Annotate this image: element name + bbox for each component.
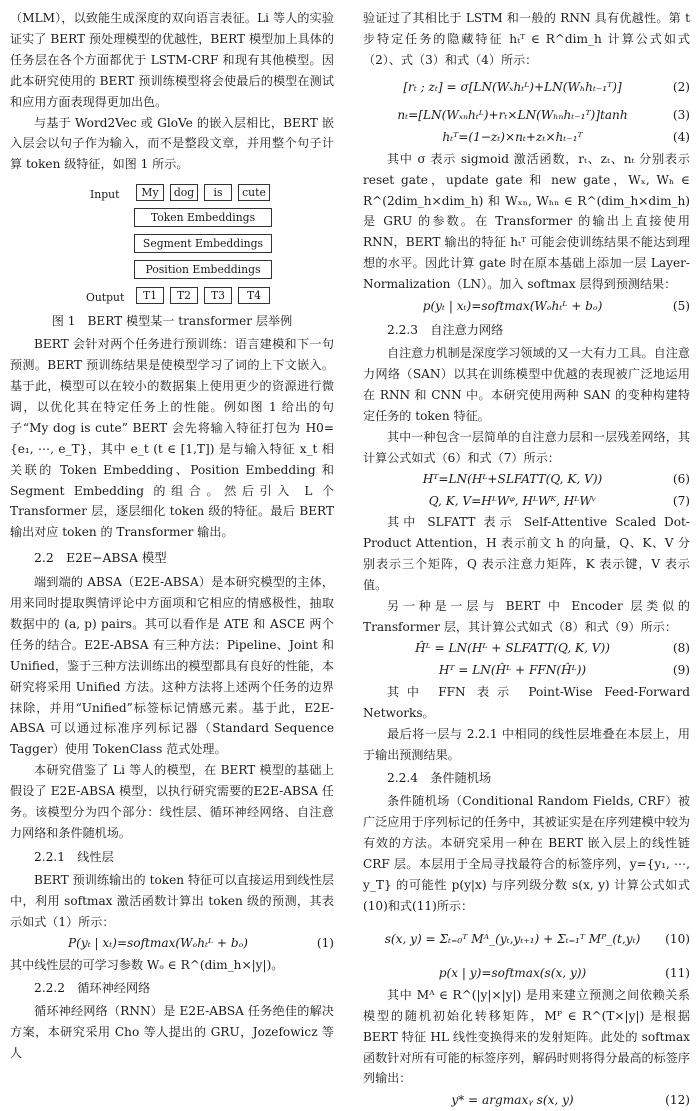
output-token: T3 (204, 287, 232, 304)
equation-8 (363, 638, 690, 660)
equation-body: Hᵀ = LN(Ĥᴸ + FFN(Ĥᴸ)) (438, 663, 587, 678)
input-token: is (204, 184, 232, 201)
equation-body: p(yₜ | xₜ)=softmax(Wₒhₜᴸ + bₒ) (422, 298, 603, 313)
paragraph: 其中 FFN 表示 Point-Wise Feed-Forward Networks。 (363, 684, 690, 720)
equation-number: (11) (665, 966, 690, 981)
equation-2 (363, 71, 690, 105)
paragraph: 与基于 Word2Vec 或 GloVe 的嵌入层相比，BERT 嵌入层会以句子作为输入，而不是整段文章，并用整个句子计算 token 级特征，如图 1 所示。 (10, 115, 334, 172)
section-heading: 2.2 E2E−ABSA 模型 (34, 550, 167, 566)
equation-number: (7) (672, 493, 690, 508)
input-token: My (136, 184, 164, 201)
paragraph: 其中 σ 表示 sigmoid 激活函数，rₜ、zₜ、nₜ 分别表示 reset gate，update gate 和 new gate，Wₓ, Wₕ ∈ R^(2dim_h×dim_h) 和 Wₓₙ, Wₕₙ ∈ R^(dim_h×dim_h) 是 GRU 的参数。在 Transformer 的输出上直接使用 RNN，BERT 输出的特征 hₜᵀ 可能会使训练结果不能达到理想的水平。因此计算 gate 时在原本基础上添加一层 Layer-Normalization（LN）。加入 softmax 层得到预测结果： (363, 151, 690, 292)
subsection-heading: 2.2.4 条件随机场 (387, 771, 492, 786)
equation-7 (363, 490, 690, 512)
paragraph: 自注意力机制是深度学习领域的又一大有力工具。自注意力网络（SAN）以其在训练模型中优越的表现被广泛地运用在 RNN 和 CNN 中。本研究使用两种 SAN 的变种构建特定任务的 token 特征。 (363, 345, 690, 423)
paragraph: 其中一种包含一层简单的自注意力层和一层残差网络，其计算公式如式（6）和式（7）所示： (363, 429, 690, 465)
equation-body: nₜ=[LN(Wₓₙhₜᴸ)+rₜ×LN(Wₕₙhₜ₋₁ᵀ)]tanh (397, 108, 628, 123)
equation-body: Ĥᴸ = LN(Hᴸ + SLFATT(Q, K, V)) (415, 641, 610, 656)
embedding-box: Token Embeddings (134, 208, 272, 227)
paragraph: 本研究借鉴了 Li 等人的模型，在 BERT 模型的基础上假设了 E2E-ABSA 模型，以执行研究需要的E2E-ABSA 任务。该模型分为四个部分：线性层、循环神经网络、自注意力网络和条件随机场。 (10, 763, 334, 840)
output-label: Output (86, 291, 125, 305)
equation-number: (3) (672, 108, 690, 123)
equation-12 (363, 1089, 690, 1111)
equation-11 (363, 963, 690, 985)
paragraph: 其中 Mᴬ ∈ R^(|y|×|y|) 是用来建立预测之间依赖关系模型的随机初始化转移矩阵，Mᴾ ∈ R^(T×|y|) 是根据 BERT 特征 HL 线性变换得来的发射矩阵。此处的 softmax 函数针对所有可能的标签序列，解码时则将得分最高的标签序列输出： (363, 987, 690, 1086)
right-column (363, 8, 690, 1111)
equation-number: (2) (672, 80, 690, 95)
equation-number: (10) (665, 932, 690, 947)
embedding-box: Position Embeddings (134, 260, 272, 279)
equation-10 (363, 917, 690, 963)
subsection-heading: 2.2.3 自注意力网络 (387, 323, 504, 338)
paragraph: 其中线性层的可学习参数 Wₒ ∈ R^(dim_h×|y|)。 (10, 957, 284, 972)
figure-1 (10, 179, 334, 309)
paragraph: BERT 预训练输出的 token 特征可以直接运用到线性层中，利用 softmax 激活函数计算出 token 级的预测，其表示如式（1）所示： (10, 872, 334, 929)
paragraph: BERT 会针对两个任务进行预训练：语言建模和下一句预测。BERT 预训练结果是使模型学习了词的上下文嵌入。基于此，模型可以在较小的数据集上使用更少的资源进行微调，以优化其在特定任务上的性能。例如图 1 给出的句子“My dog is cute” BERT 会先将输入特征打包为 H0={e₁, ⋯, e_T}，其中 e_t (t ∈ [1,T]) 是与输入特征 x_t 相关联的 Token Embedding、Position Embedding 和 Segment Embedding 的组合。然后引入 L 个 Transformer 层，逐层细化 token 级的特征。最后 BERT 输出对应 token 的 Transformer 输出。 (10, 337, 334, 540)
equation-body: hₜᵀ=(1−zₜ)×nₜ+zₜ×hₜ₋₁ᵀ (442, 130, 583, 145)
equation-4 (363, 127, 690, 149)
input-label: Input (90, 188, 120, 202)
equation-body: y* = argmaxᵧ s(x, y) (451, 1092, 574, 1107)
equation-number: (12) (665, 1092, 690, 1107)
equation-number: (6) (672, 471, 690, 486)
paragraph: 其中 SLFATT 表示 Self-Attentive Scaled Dot-Product Attention，H 表示前文 h 的向量，Q、K、V 分别表示三个矩阵，Q 表示注意力矩阵，K 表示键，V 表示值。 (363, 515, 690, 593)
left-column (10, 8, 334, 1064)
paragraph: 端到端的 ABSA（E2E-ABSA）是本研究模型的主体，用来同时提取舆情评论中方面项和它相应的情感极性，抽取数据中的 (a, p) pairs。其可以看作是 ATE 和 ASCE 两个任务的结合。E2E-ABSA 有三种方法：Pipeline、Joint 和 Unified，鉴于三种方法训练出的模型都具有良好的性能，本研究将采用 Unified 方法。这种方法将上述两个任务的边界抹除，并用“Unified”标签标记情感元素。基于此，E2E-ABSA 可以通过标准序列标记器（Standard Sequence Tagger）使用 TokenClass 范式处理。 (10, 575, 334, 757)
figure-caption: 图 1 BERT 模型某一 transformer 层举例 (51, 314, 293, 329)
output-token: T4 (238, 287, 270, 304)
paragraph: 循环神经网络（RNN）是 E2E-ABSA 任务绝佳的解决方案，本研究采用 Cho 等人提出的 GRU，Jozefowicz 等人 (10, 1004, 334, 1061)
equation-3 (363, 105, 690, 127)
equation-body: P(yₜ | xₜ)=softmax(Wₒhₜᴸ + bₒ) (68, 936, 248, 951)
equation-body: p(x | y)=softmax(s(x, y)) (438, 966, 587, 981)
equation-5 (363, 295, 690, 317)
paragraph: 条件随机场（Conditional Random Fields, CRF）被广泛应用于序列标记的任务中，其被证实是在序列建模中较为有效的方法。本研究采用一种在 BERT 嵌入层上的线性链 CRF 层。本层用于全局寻找最符合的标签序列，y={y₁, ⋯, y_T} 的可能性 p(y|x) 与序列级分数 s(x, y) 计算公式如式(10)和式(11)所示： (363, 794, 690, 913)
paragraph: 最后将一层与 2.2.1 中相同的线性层堆叠在本层上，用于输出预测结果。 (363, 726, 690, 762)
equation-body: Q, K, V=HᴸWᵠ, HᴸWᴷ, HᴸWᵛ (428, 493, 597, 508)
equation-9 (363, 660, 690, 682)
equation-6 (363, 468, 690, 490)
paragraph: 另一种是一层与 BERT 中 Encoder 层类似的 Transformer 层，其计算公式如式（8）和式（9）所示： (363, 599, 690, 634)
output-token: T1 (136, 287, 164, 304)
output-token: T2 (170, 287, 198, 304)
equation-number: (8) (672, 641, 690, 656)
equation-number: (1) (316, 936, 334, 951)
equation-body: s(x, y) = Σₜ₌₀ᵀ Mᴬ_(yₜ,yₜ₊₁) + Σₜ₌₁ᵀ Mᴾ_(t,yₜ) (384, 932, 641, 947)
input-token: dog (170, 184, 198, 201)
subsection-heading: 2.2.1 线性层 (34, 849, 114, 864)
embedding-box: Segment Embeddings (134, 234, 272, 253)
subsection-heading: 2.2.2 循环神经网络 (34, 981, 151, 996)
equation-number: (4) (672, 130, 690, 145)
equation-number: (9) (672, 663, 690, 678)
paragraph: （MLM），以致能生成深度的双向语言表征。Li 等人的实验证实了 BERT 预处理模型的优越性，BERT 模型加上具体的任务层在各个方面都优于 LSTM-CRF 和现有其他模型。因此本研究使用的 BERT 预训练模型将会使最后的模型在测试和应用方面表现得更加出色。 (10, 11, 334, 109)
input-token: cute (238, 184, 270, 201)
equation-body: [rₜ ; zₜ] = σ[LN(Wₓhₜᴸ)+LN(Wₕhₜ₋₁ᵀ)] (403, 80, 622, 95)
paragraph: 验证过了其相比于 LSTM 和一般的 RNN 具有优越性。第 t 步特定任务的隐藏特征 hₜᵀ ∈ R^dim_h 计算公式如式（2）、式（3）和式（4）所示： (363, 11, 690, 67)
equation-body: Hᵀ=LN(Hᴸ+SLFATT(Q, K, V)) (422, 471, 603, 486)
equation-1 (10, 933, 334, 955)
equation-number: (5) (672, 298, 690, 313)
